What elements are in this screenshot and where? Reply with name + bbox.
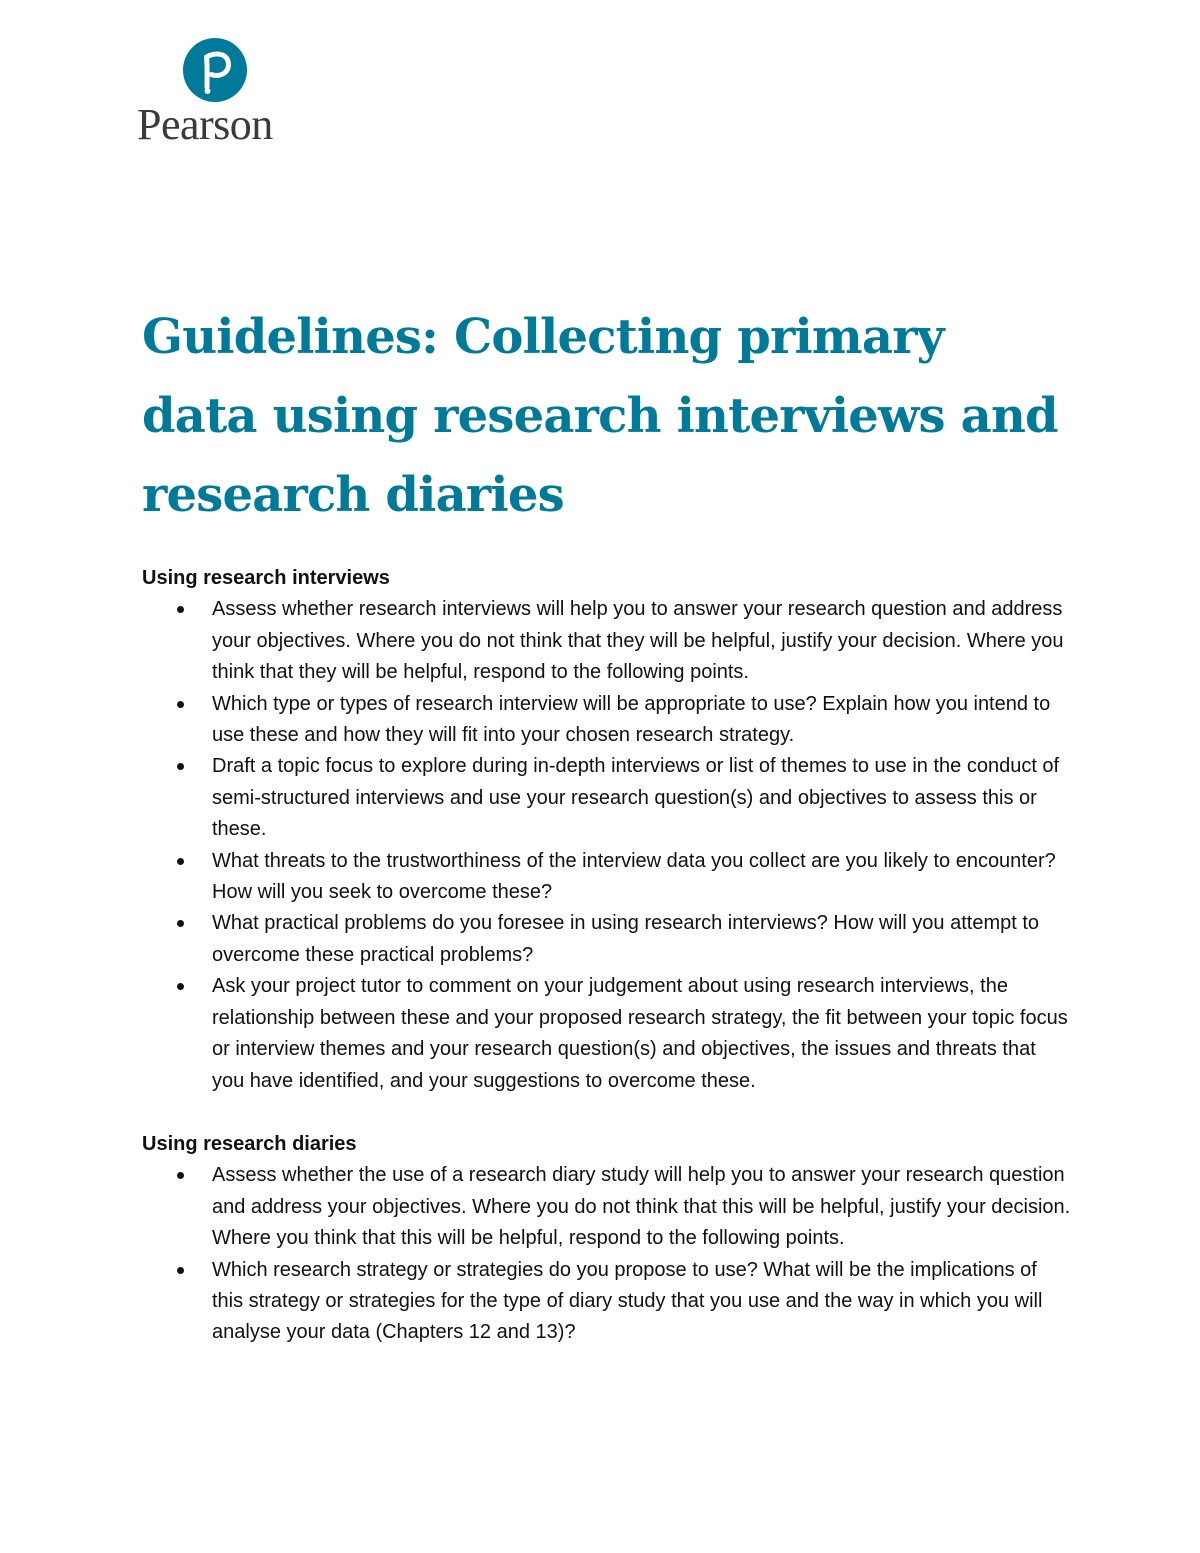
- list-item: Draft a topic focus to explore during in-depth interviews or list of themes to use in the conduct of semi-structured interviews and use your research question(s) and objectives to assess this or these.: [142, 751, 1072, 845]
- document-body: [142, 563, 1072, 1349]
- logo-wordmark: Pearson: [137, 100, 273, 149]
- section-heading: Using research interviews: [142, 567, 390, 589]
- list-item: What threats to the trustworthiness of the interview data you collect are you likely to encounter? How will you seek to overcome these?: [142, 846, 1072, 909]
- pearson-p-icon: [183, 38, 247, 102]
- section-spacer: [142, 1097, 1072, 1129]
- bullet-list: [142, 594, 1072, 1097]
- list-item: Which type or types of research interview will be appropriate to use? Explain how you intend to use these and how they will fit into your chosen research strategy.: [142, 689, 1072, 752]
- list-item: Assess whether research interviews will help you to answer your research question and address your objectives. Where you do not think that they will be helpful, justify your decision. Where you think that they will be helpful, respond to the following points.: [142, 594, 1072, 688]
- section-diaries: [142, 1129, 1072, 1349]
- section-interviews: [142, 563, 1072, 1097]
- list-item: What practical problems do you foresee in using research interviews? How will you attempt to overcome these practical problems?: [142, 908, 1072, 971]
- list-item: Assess whether the use of a research diary study will help you to answer your research question and address your objectives. Where you do not think that this will be helpful, justify your decision. Where you think that this will be helpful, respond to the following points.: [142, 1160, 1072, 1254]
- list-item: Ask your project tutor to comment on your judgement about using research interviews, the relationship between these and your proposed research strategy, the fit between your topic focus or interview themes and your research question(s) and objectives, the issues and threats that you have identified, and your suggestions to overcome these.: [142, 971, 1072, 1097]
- section-heading: Using research diaries: [142, 1132, 357, 1155]
- document-title: Guidelines: Collecting primary data using research interviews and research diaries: [142, 309, 1058, 523]
- list-item: Which research strategy or strategies do you propose to use? What will be the implications of this strategy or strategies for the type of diary study that you use and the way in which you will analyse your data (Chapters 12 and 13)?: [142, 1255, 1072, 1349]
- bullet-list: [142, 1160, 1072, 1348]
- pearson-logo: [137, 38, 297, 148]
